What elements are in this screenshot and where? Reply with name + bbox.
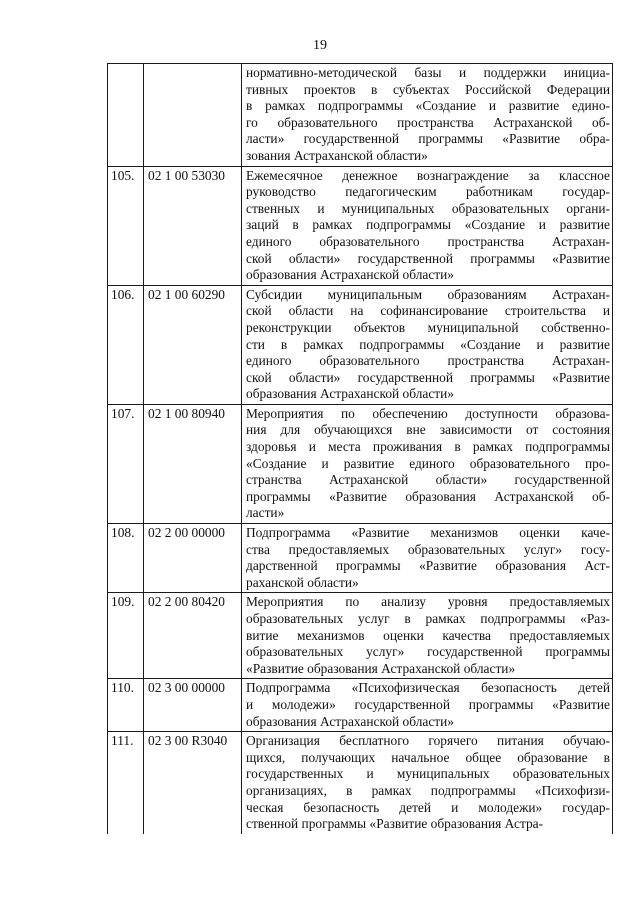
- description-line: реконструкции объектов муниципальной собственно-: [246, 319, 610, 335]
- table-row: [108, 404, 613, 523]
- row-number: 108.: [108, 524, 144, 593]
- description-line: заций в рамках подпрограммы «Создание и развитие: [246, 217, 610, 233]
- description-line: тивных проектов в субъектах Российской Федерации: [246, 81, 610, 97]
- description-line: руководство педагогическим работникам государ-: [246, 184, 610, 200]
- classification-code: 02 3 00 00000: [144, 679, 242, 732]
- table-row: [108, 593, 613, 679]
- row-description: [242, 524, 613, 593]
- description-line: «Создание и развитие единого образовательного про-: [246, 455, 610, 471]
- classification-code: 02 2 00 00000: [144, 524, 242, 593]
- row-description: [242, 285, 613, 404]
- description-line: ской области на софинансирование строительства и: [246, 303, 610, 319]
- table-body: [108, 64, 613, 834]
- description-line: витие механизмов оценки качества предоставляемых: [246, 627, 610, 643]
- description-line: образования Астраханской области»: [246, 386, 454, 402]
- description-line: организациях, в рамках подпрограммы «Психофизи-: [246, 782, 610, 798]
- row-number: [108, 64, 144, 167]
- description-line: и молодежи» государственной программы «Развитие: [246, 696, 610, 712]
- classification-code: [144, 64, 242, 167]
- description-line: «Развитие образования Астраханской области»: [246, 660, 516, 676]
- table-row: [108, 732, 613, 834]
- description-line: дарственной программы «Развитие образования Аст-: [246, 558, 610, 574]
- description-line: го образовательного пространства Астраханской об-: [246, 114, 610, 130]
- description-line: ласти» государственной программы «Развитие обра-: [246, 131, 610, 147]
- description-line: ческая безопасность детей и молодежи» государ-: [246, 799, 610, 815]
- description-line: нормативно-методической базы и поддержки инициа-: [246, 65, 610, 80]
- description-line: ства предоставляемых образовательных услуг» госу-: [246, 541, 610, 557]
- description-line: образования Астраханской области»: [246, 267, 454, 283]
- description-line: Мероприятия по обеспечению доступности образова-: [246, 405, 610, 421]
- description-line: ственной программы «Развитие образования Астра-: [246, 816, 544, 832]
- classification-code: 02 1 00 60290: [144, 285, 242, 404]
- description-line: Организация бесплатного горячего питания обучаю-: [246, 733, 610, 749]
- table-row: [108, 64, 613, 167]
- row-description: [242, 593, 613, 679]
- classification-code: 02 2 00 80420: [144, 593, 242, 679]
- table-row: [108, 285, 613, 404]
- row-description: [242, 732, 613, 834]
- description-line: в рамках подпрограммы «Создание и развитие едино-: [246, 98, 610, 114]
- description-line: здоровья и места проживания в рамках подпрограммы: [246, 439, 610, 455]
- classification-code: 02 1 00 80940: [144, 404, 242, 523]
- row-number: 109.: [108, 593, 144, 679]
- table-row: [108, 524, 613, 593]
- row-number: 105.: [108, 166, 144, 285]
- description-line: ской области» государственной программы «Развитие: [246, 369, 610, 385]
- description-line: образовательных услуг в рамках подпрограммы «Раз-: [246, 611, 610, 626]
- row-description: [242, 404, 613, 523]
- row-number: 110.: [108, 679, 144, 732]
- table-row: [108, 166, 613, 285]
- description-line: Ежемесячное денежное вознаграждение за классное: [246, 167, 610, 183]
- description-line: единого образовательного пространства Астрахан-: [246, 353, 610, 369]
- description-line: образовательных услуг» государственной программы: [246, 644, 610, 660]
- classification-code: 02 1 00 53030: [144, 166, 242, 285]
- description-line: ской области» государственной программы «Развитие: [246, 250, 610, 266]
- description-line: Подпрограмма «Психофизическая безопасность детей: [246, 680, 610, 696]
- description-line: Подпрограмма «Развитие механизмов оценки каче-: [246, 525, 610, 541]
- row-description: [242, 64, 613, 167]
- classification-code: 02 3 00 R3040: [144, 732, 242, 834]
- description-line: сти в рамках подпрограммы «Создание и развитие: [246, 336, 610, 352]
- description-line: раханской области»: [246, 574, 359, 590]
- description-line: государственных и муниципальных образовательных: [246, 766, 610, 782]
- description-line: ственных и муниципальных образовательных органи-: [246, 200, 610, 216]
- page-number: 19: [313, 38, 327, 53]
- description-line: единого образовательного пространства Астрахан-: [246, 233, 610, 249]
- description-line: Мероприятия по анализу уровня предоставляемых: [246, 594, 610, 610]
- row-number: 106.: [108, 285, 144, 404]
- description-line: ния для обучающихся вне зависимости от состояния: [246, 422, 610, 438]
- budget-classification-table: [107, 63, 613, 834]
- description-line: зования Астраханской области»: [246, 147, 428, 163]
- description-line: щихся, получающих начальное общее образование в: [246, 749, 610, 765]
- row-number: 111.: [108, 732, 144, 834]
- row-number: 107.: [108, 404, 144, 523]
- description-line: Субсидии муниципальным образованиям Астрахан-: [246, 286, 610, 302]
- row-description: [242, 679, 613, 732]
- row-description: [242, 166, 613, 285]
- description-line: образования Астраханской области»: [246, 713, 454, 729]
- description-line: программы «Развитие образования Астраханской об-: [246, 488, 610, 504]
- description-line: ласти»: [246, 505, 285, 521]
- table-row: [108, 679, 613, 732]
- description-line: странства Астраханской области» государственной: [246, 472, 610, 488]
